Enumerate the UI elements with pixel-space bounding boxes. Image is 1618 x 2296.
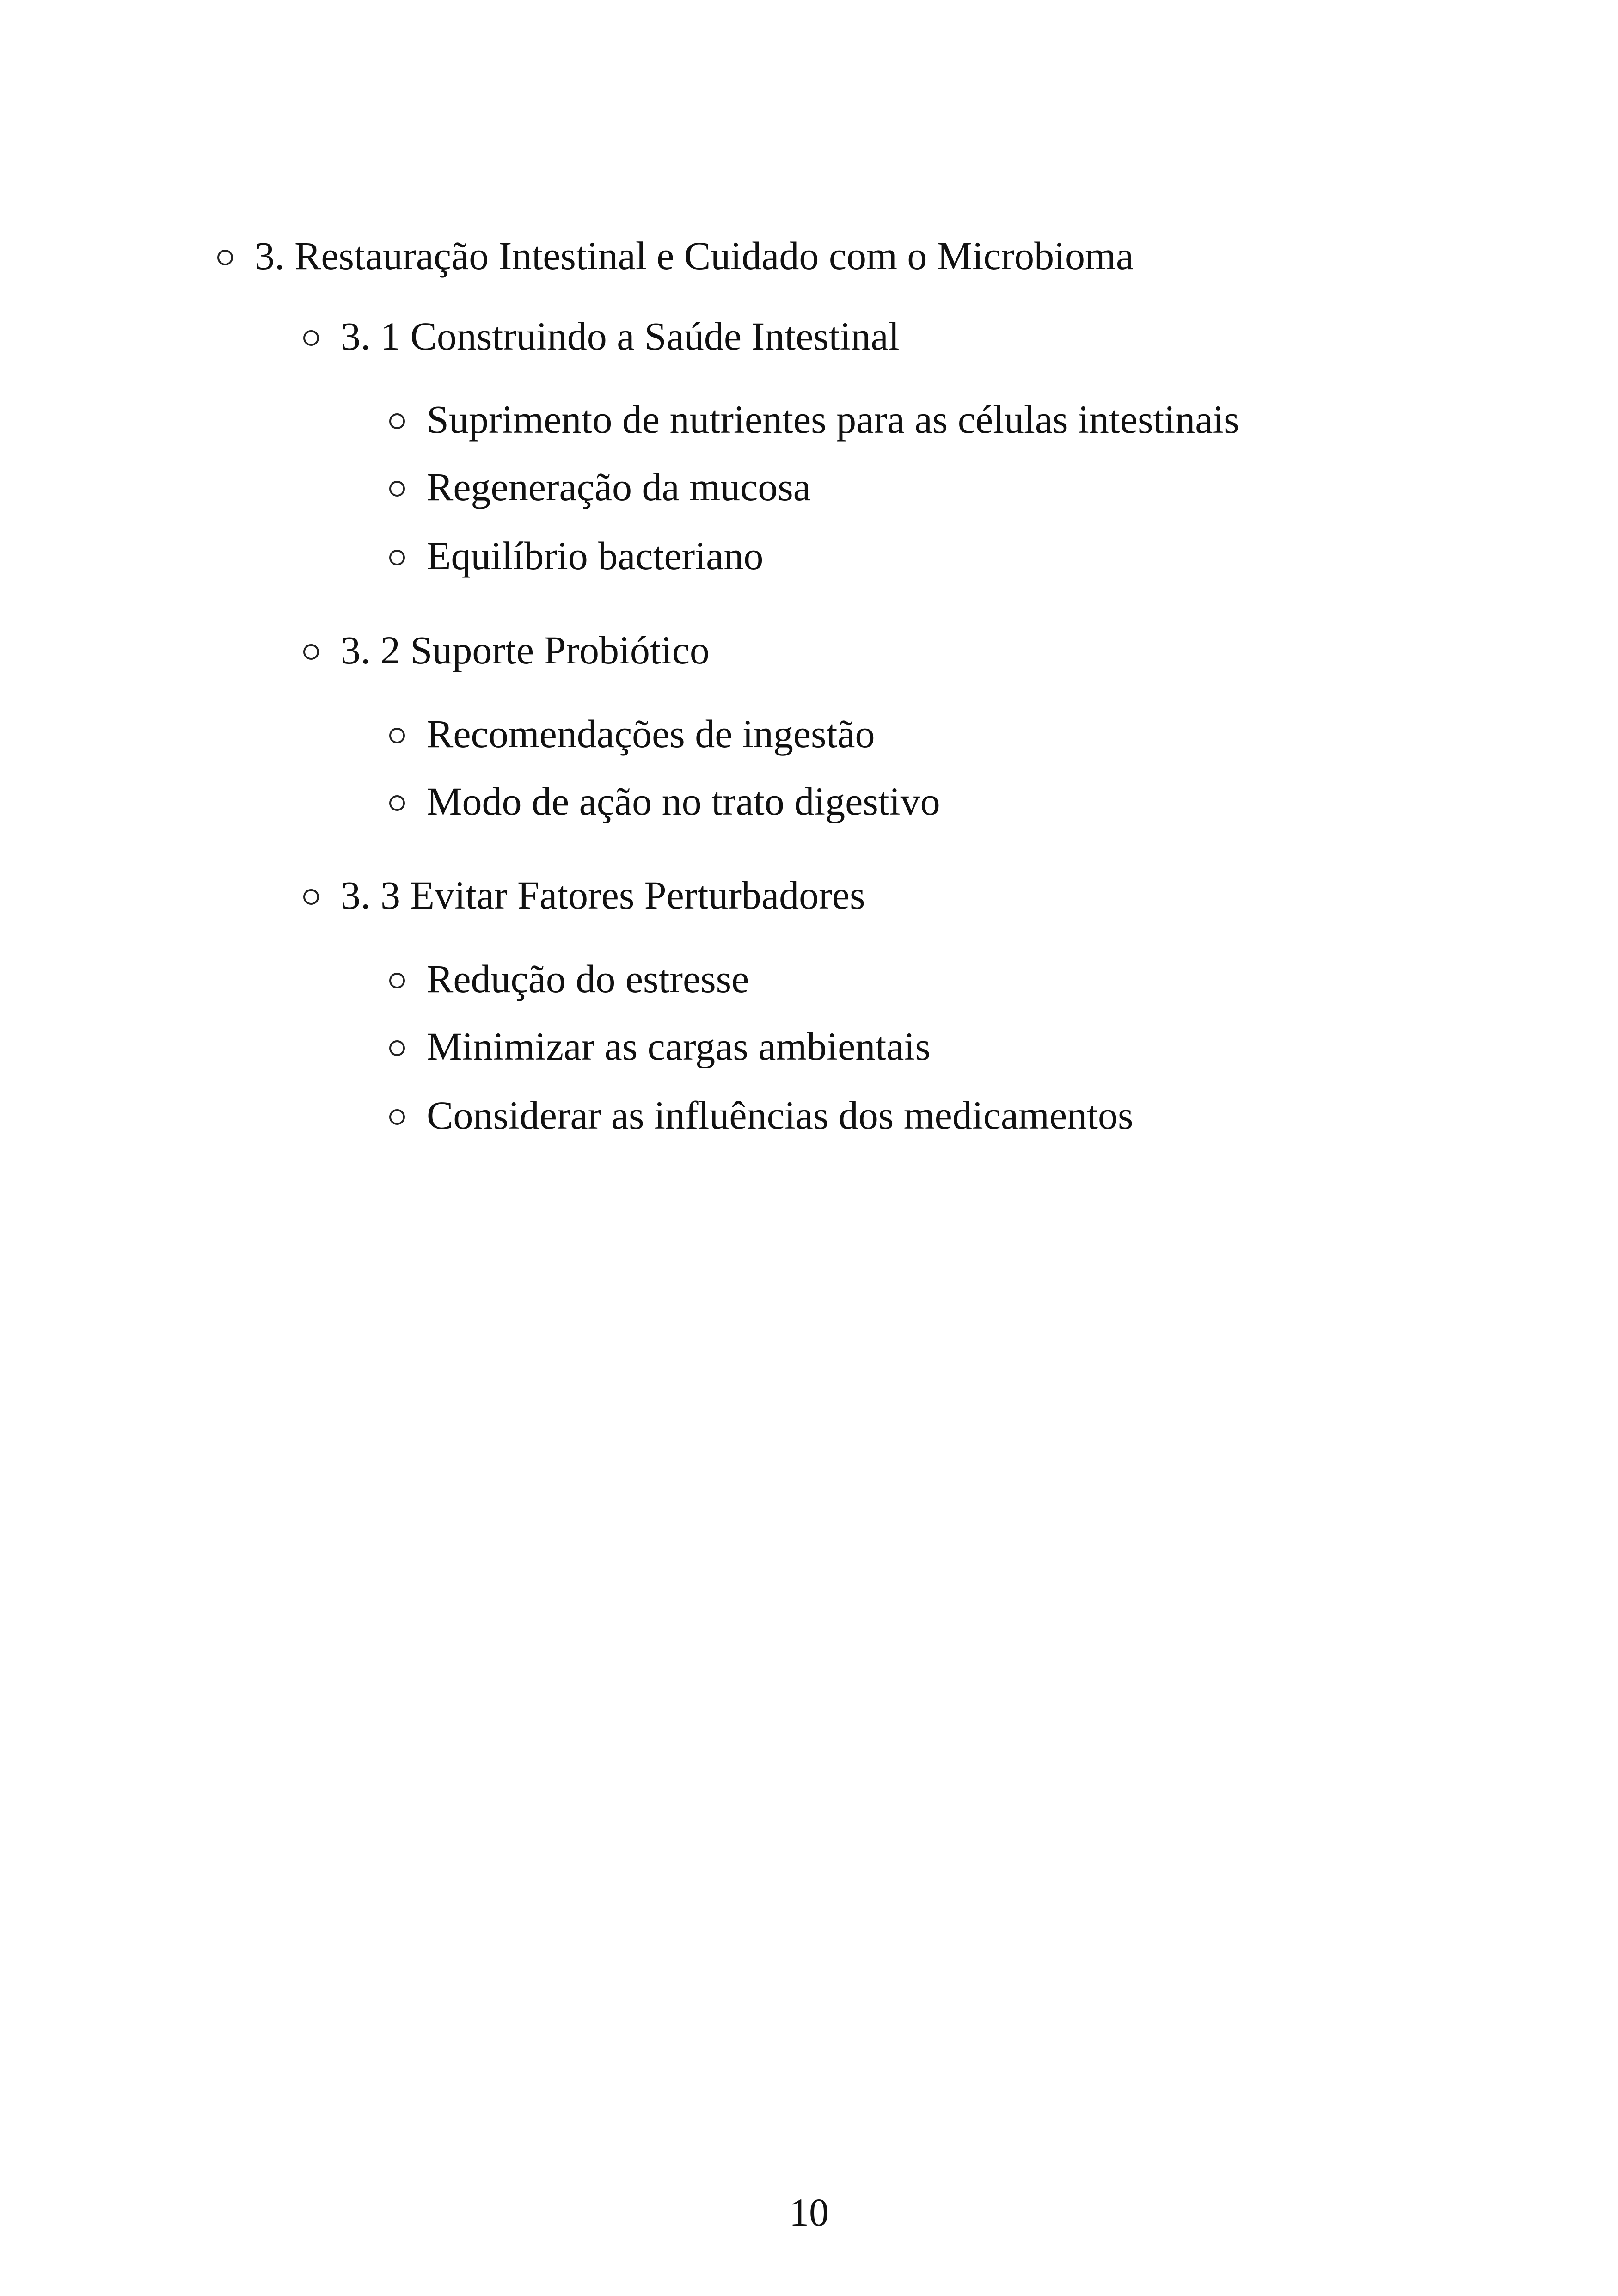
hollow-circle-bullet-icon <box>389 550 405 565</box>
hollow-circle-bullet-icon <box>389 728 405 743</box>
item-text: Regeneração da mucosa <box>427 465 811 509</box>
item-text: Minimizar as cargas ambientais <box>427 1024 931 1068</box>
outline-section-heading <box>217 233 1134 278</box>
item-text: Redução do estresse <box>427 957 749 1001</box>
hollow-circle-bullet-icon <box>389 1109 405 1125</box>
item-text: Recomendações de ingestão <box>427 712 875 756</box>
subsection-title: 3. 1 Construindo a Saúde Intestinal <box>341 314 900 358</box>
subsection-title: 3. 3 Evitar Fatores Perturbadores <box>341 873 865 917</box>
section-title: 3. Restauração Intestinal e Cuidado com o Microbioma <box>255 233 1134 278</box>
subsection-title: 3. 2 Suporte Probiótico <box>341 628 710 672</box>
hollow-circle-bullet-icon <box>389 481 405 497</box>
outline-subsection-heading <box>303 875 865 915</box>
hollow-circle-bullet-icon <box>389 1040 405 1056</box>
outline-item <box>389 959 749 999</box>
hollow-circle-bullet-icon <box>389 795 405 811</box>
hollow-circle-bullet-icon <box>389 973 405 988</box>
item-text: Considerar as influências dos medicamentos <box>427 1093 1134 1137</box>
item-text: Modo de ação no trato digestivo <box>427 779 940 823</box>
outline-subsection-heading <box>303 316 900 356</box>
hollow-circle-bullet-icon <box>303 330 319 346</box>
outline-item <box>389 1026 931 1066</box>
outline-item <box>389 536 763 576</box>
outline-item <box>389 714 875 754</box>
item-text: Suprimento de nutrientes para as células intestinais <box>427 397 1239 442</box>
outline-item <box>389 781 940 821</box>
outline-subsection-heading <box>303 630 710 670</box>
outline-item <box>389 397 1239 442</box>
outline-item <box>389 1095 1133 1135</box>
hollow-circle-bullet-icon <box>389 413 405 429</box>
item-text: Equilíbrio bacteriano <box>427 534 764 578</box>
hollow-circle-bullet-icon <box>303 889 319 905</box>
hollow-circle-bullet-icon <box>303 644 319 660</box>
hollow-circle-bullet-icon <box>217 250 233 265</box>
outline-item <box>389 467 811 507</box>
page-number: 10 <box>789 2190 829 2235</box>
